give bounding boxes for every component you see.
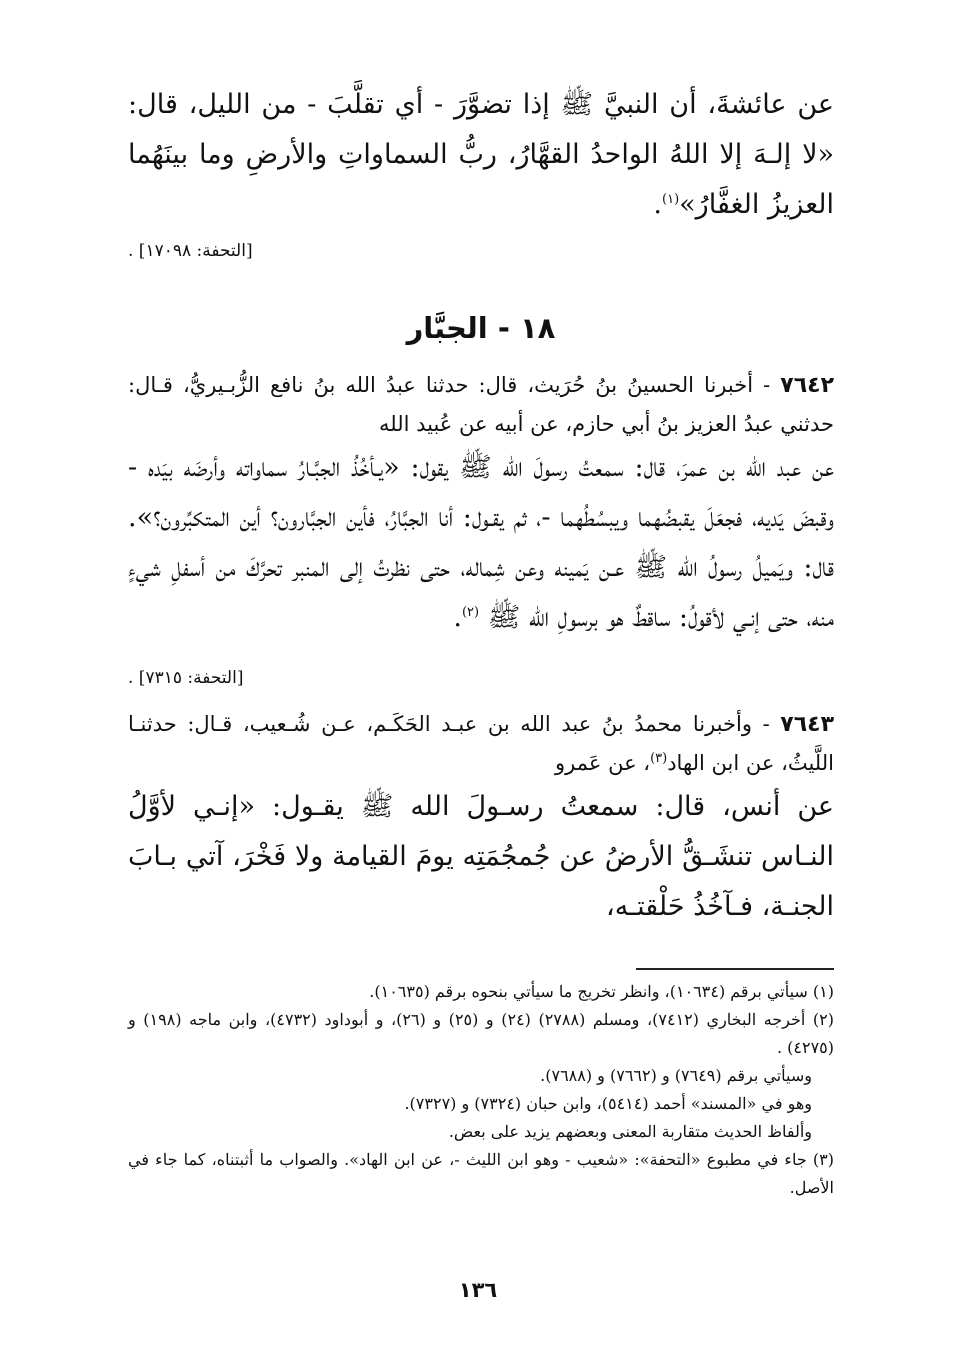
footnote-2-line-3: وهو في «المسند» أحمد (٥٤١٤)، وابن حبان (٧٣٢٤) و (٧٣٢٧). [404,1094,812,1113]
isnad-text: - وأخبرنا محمدُ بنُ عبد الله بن عبـد الحَكَـم، عـن شُـعيب، قـال: حدثنـا اللَّيثُ، عن ابن الهاد [128,712,834,775]
footnote-mark-3[interactable]: (٣) [650,751,668,766]
intro-tuhfa-ref: [التحفة: ١٧٠٩٨] . [128,241,253,261]
intro-paragraph [128,80,834,230]
main-text [128,80,834,936]
hadith-7643-matn: عن أنس، قال: سمعتُ رسـولَ الله ﷺ يقـول: «إنـي لأوَّلُ النـاس تنشَـقُّ الأرضُ عن جُمجُمَتِه يومَ القيامة ولا فَخْرَ، آتي بـابَ الجنـة، فـآخُذُ حَلْقتـه، [128,791,834,922]
matn-end: . [453,602,462,633]
footnote-mark-1[interactable]: (١) [662,192,680,207]
intro-text: عن عائشةَ، أن النبيَّ ﷺ إذا تضوَّرَ - أي تقلَّبَ - من الليل، قال: «لا إلـهَ إلا اللهُ الواحدُ القهَّارُ، ربُّ السماواتِ والأرضِ وما بينَهُما العزيزُ الغفَّارُ» [128,89,834,220]
footnote-2: (٢) أخرجه البخاري (٧٤١٢)، ومسلم (٢٧٨٨) (٢٤) و (٢٥) و (٢٦)، و أبوداود (٤٧٣٢)، وابن ماجه (١٩٨) و (٤٢٧٥) . [128,1010,834,1057]
intro-block [128,80,834,264]
hadith-7642-matn [128,443,834,643]
footnotes [128,978,834,1202]
footnote-2-line-4: وألفاظ الحديث متقاربة المعنى وبعضهم يزيد على بعض. [448,1122,812,1141]
hadith-number: ٧٦٤٣ [780,712,834,737]
matn-text: عن عبد الله بن عمرَ، قال: سمعتُ رسولَ الله ﷺ يقول: «يـأخُذُ الجبَّـارُ سماواته وأرضَه بيَده - وقبضَ يَديه، فجعَلَ يقبضُهما ويبسُطُهما -، ثم يقـول: أنا الجبَّارُ، فأين الجبَّارون؟ أين المتكبِّرون؟». قال: ويَميلُ رسولُ الله ﷺ عـن يَمينه وعن شِماله، حتى نظرتُ إلى المنبر تحرَّكَ من أسفلِ شيءٍ منه، حتى إنـي لأقولُ: ساقطٌ هو برسولِ الله ﷺ [128,452,834,633]
intro-end: . [653,189,663,220]
footnote-1: (١) سيأتي برقم (١٠٦٣٤)، وانظر تخريج ما سيأتي بنحوه برقم (١٠٦٣٥). [369,982,834,1001]
hadith-7643-isnad [128,705,834,782]
footnote-divider [636,968,834,970]
hadith-number: ٧٦٤٢ [780,373,834,398]
footnote-2-line-2: وسيأتي برقم (٧٦٤٩) و (٧٦٦٢) و (٧٦٨٨). [540,1066,812,1085]
isnad-text: - أخبرنا الحسينُ بنُ حُرَيث، قال: حدثنا عبدُ الله بنُ نافع الزُّبـيريُّ، قـال: حدثني عبدُ العزيز بنُ أبي حازم، عن أبيه عن عُبيد الله [128,373,834,436]
hadith-7642 [128,366,834,691]
section-heading: ١٨ - الجبَّار [406,311,556,345]
page-number: ١٣٦ [458,1278,498,1302]
hadith-7642-isnad [128,366,834,443]
footnote-3: (٣) جاء في مطبوع «التحفة»: «شعيب - وهو ابن الليث -، عن ابن الهاد». والصواب ما أثبتناه، كما جاء في الأصل. [128,1150,834,1197]
hadith-7643 [128,705,834,932]
hadith-7642-tuhfa-ref: [التحفة: ٧٣١٥] . [128,668,244,688]
isnad-text-continued: ، عن عَمرو [555,751,651,775]
footnote-mark-2[interactable]: (٢) [461,605,480,620]
